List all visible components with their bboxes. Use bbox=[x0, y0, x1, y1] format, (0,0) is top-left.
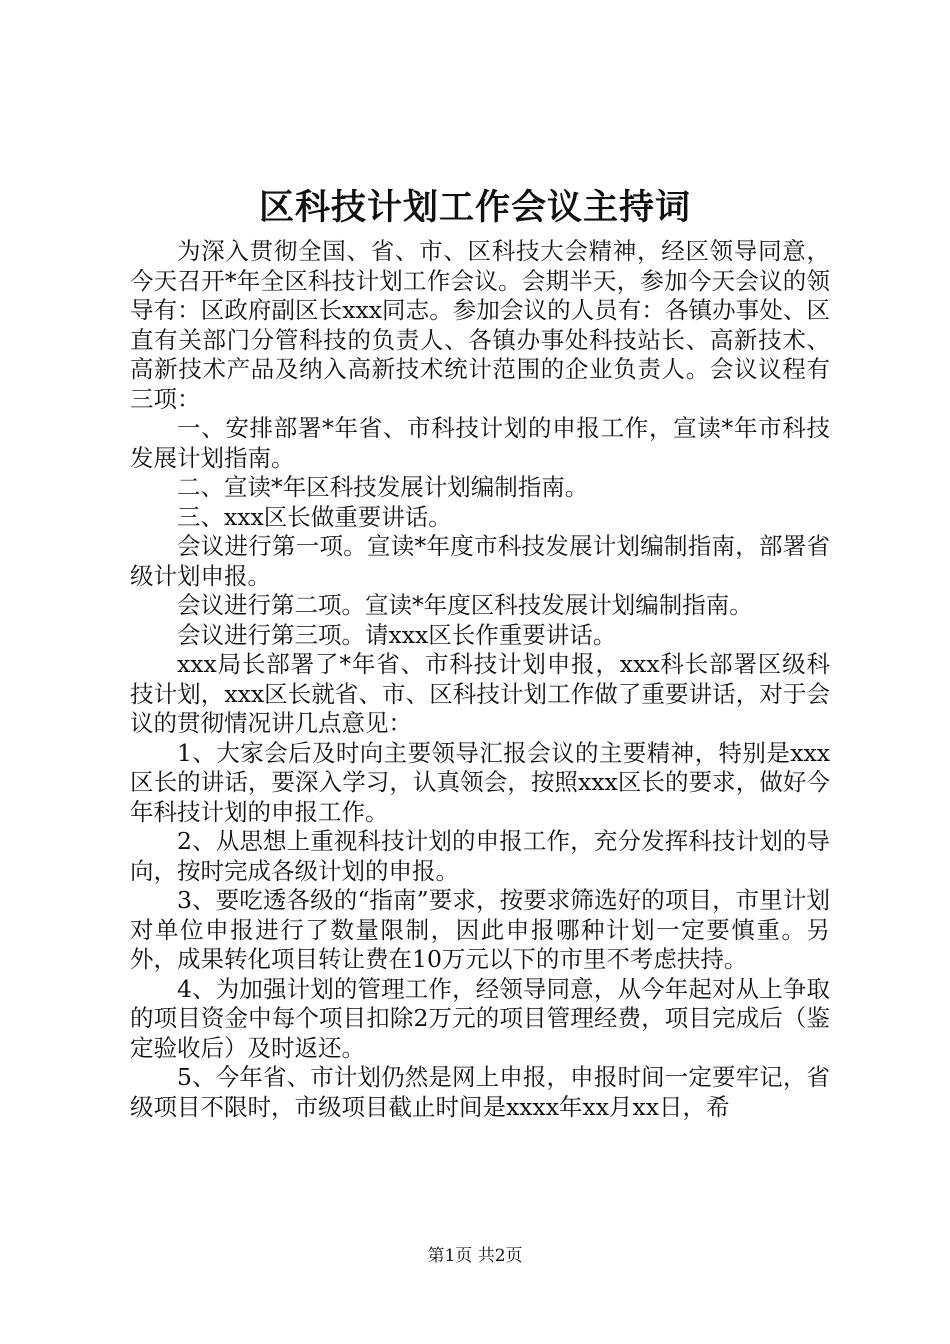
paragraph-agenda-2: 二、宣读*年区科技发展计划编制指南。 bbox=[177, 473, 589, 501]
paragraph-point-2: 2、从思想上重视科技计划的申报工作，充分发挥科技计划的导向，按时完成各级计划的申报。 bbox=[130, 827, 830, 885]
paragraph-agenda-3: 三、xxx区长做重要讲话。 bbox=[177, 502, 452, 531]
paragraph-item-1: 会议进行第一项。宣读*年度市科技发展计划编制指南，部署省级计划申报。 bbox=[130, 532, 830, 590]
paragraph-point-1: 1、大家会后及时向主要领导汇报会议的主要精神，特别是xxx区长的讲话，要深入学习，认真领会，按照xxx区长的要求，做好今年科技计划的申报工作。 bbox=[130, 738, 830, 826]
paragraph-item-2: 会议进行第二项。宣读*年度区科技发展计划编制指南。 bbox=[177, 591, 753, 619]
document-body bbox=[130, 237, 830, 1122]
paragraph-point-3: 3、要吃透各级的“指南”要求，按要求筛选好的项目，市里计划对单位申报进行了数量限制，因此申报哪种计划一定要慎重。另外，成果转化项目转让费在10万元以下的市里不考虑扶持。 bbox=[130, 886, 830, 973]
paragraph-summary: xxx局长部署了*年省、市科技计划申报，xxx科长部署区级科技计划，xxx区长就省、市、区科技计划工作做了重要讲话，对于会议的贯彻情况讲几点意见： bbox=[130, 650, 830, 737]
paragraph-point-4: 4、为加强计划的管理工作，经领导同意，从今年起对从上争取的项目资金中每个项目扣除2万元的项目管理经费，项目完成后（鉴定验收后）及时返还。 bbox=[130, 974, 830, 1062]
page-number-footer: 第1页 共2页 bbox=[427, 1246, 523, 1266]
paragraph-agenda-1: 一、安排部署*年省、市科技计划的申报工作，宣读*年市科技发展计划指南。 bbox=[130, 414, 830, 472]
paragraph-item-3: 会议进行第三项。请xxx区长作重要讲话。 bbox=[177, 620, 617, 649]
document-title: 区科技计划工作会议主持词 bbox=[258, 187, 691, 228]
paragraph-intro: 为深入贯彻全国、省、市、区科技大会精神，经区领导同意，今天召开*年全区科技计划工作会议。会期半天，参加今天会议的领导有：区政府副区长xxx同志。参加会议的人员有：各镇办事处、区直有关部门分管科技的负责人、各镇办事处科技站长、高新技术、高新技术产品及纳入高新技术统计范围的企业负责人。会议议程有三项： bbox=[130, 237, 830, 413]
paragraph-point-5: 5、今年省、市计划仍然是网上申报，申报时间一定要牢记，省级项目不限时，市级项目截止时间是xxxx年xx月xx日，希 bbox=[130, 1063, 830, 1121]
